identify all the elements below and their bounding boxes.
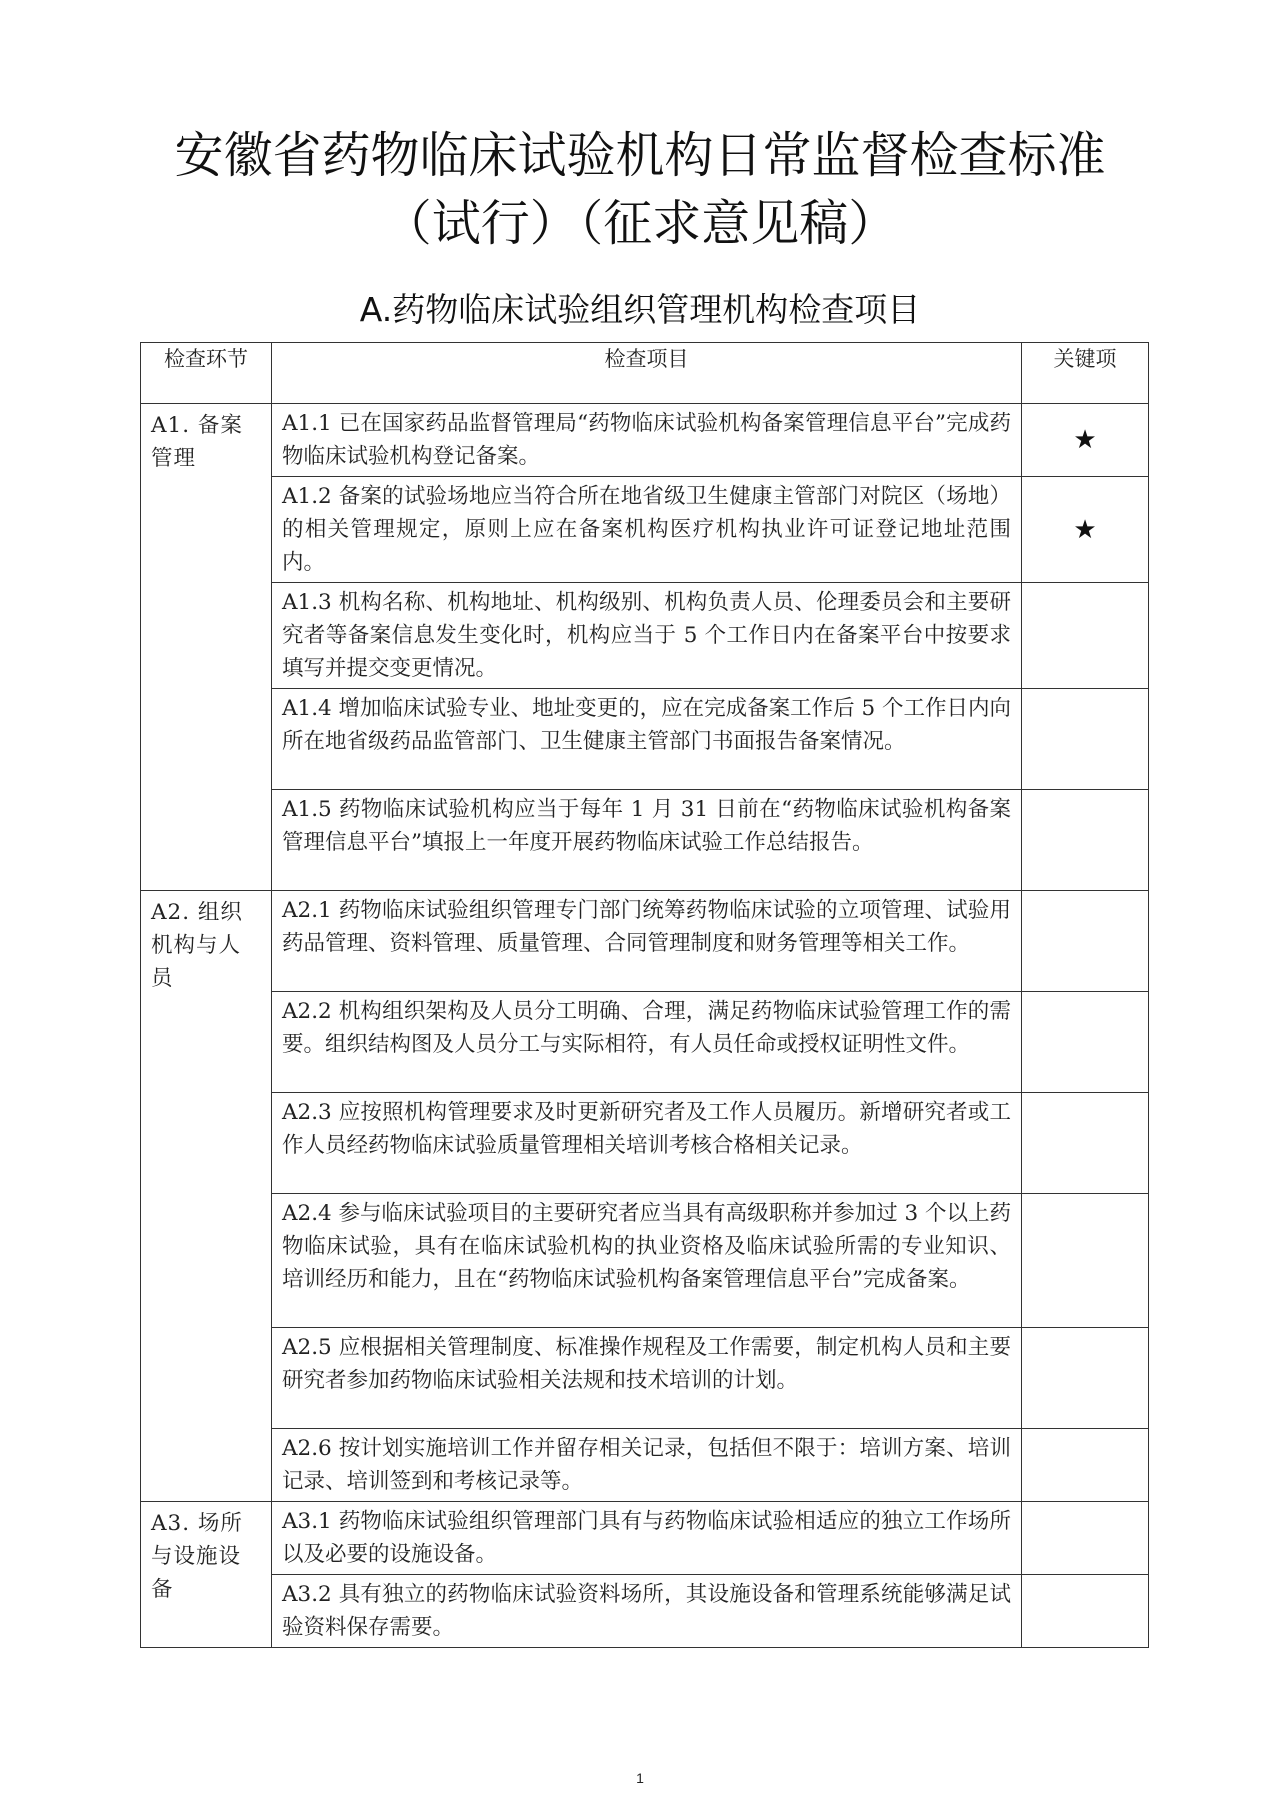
section-title: A.药物临床试验组织管理机构检查项目 (359, 290, 921, 329)
item-a1-2: A1.2 备案的试验场地应当符合所在地省级卫生健康主管部门对院区（场地）的相关管理规定，原则上应在备案机构医疗机构执业许可证登记地址范围内。 (272, 477, 1022, 583)
key-cell-a2-1 (1022, 891, 1149, 992)
page-number: 1 (636, 1770, 644, 1786)
key-cell-a2-5 (1022, 1328, 1149, 1429)
header-key: 关键项 (1022, 343, 1149, 404)
key-cell-a3-1 (1022, 1502, 1149, 1575)
table-row (141, 1429, 1149, 1502)
table-row (141, 404, 1149, 477)
item-a2-3: A2.3 应按照机构管理要求及时更新研究者及工作人员履历。新增研究者或工作人员经药物临床试验质量管理相关培训考核合格相关记录。 (272, 1093, 1022, 1194)
key-cell-a2-2 (1022, 992, 1149, 1093)
table-row (141, 1328, 1149, 1429)
table-row (141, 477, 1149, 583)
item-a1-4: A1.4 增加临床试验专业、地址变更的，应在完成备案工作后 5 个工作日内向所在地省级药品监管部门、卫生健康主管部门书面报告备案情况。 (272, 689, 1022, 790)
table-row (141, 1502, 1149, 1575)
table-header-row (141, 343, 1149, 404)
key-cell-a2-4 (1022, 1194, 1149, 1328)
header-item: 检查项目 (272, 343, 1022, 404)
item-a2-6: A2.6 按计划实施培训工作并留存相关记录，包括但不限于：培训方案、培训记录、培训签到和考核记录等。 (272, 1429, 1022, 1502)
item-a2-1: A2.1 药物临床试验组织管理专门部门统筹药物临床试验的立项管理、试验用药品管理、资料管理、质量管理、合同管理制度和财务管理等相关工作。 (272, 891, 1022, 992)
header-stage: 检查环节 (141, 343, 272, 404)
key-cell-a1-5 (1022, 790, 1149, 891)
item-a2-2: A2.2 机构组织架构及人员分工明确、合理，满足药物临床试验管理工作的需要。组织结构图及人员分工与实际相符，有人员任命或授权证明性文件。 (272, 992, 1022, 1093)
table-row (141, 891, 1149, 992)
key-cell-a1-3 (1022, 583, 1149, 689)
key-cell-a2-3 (1022, 1093, 1149, 1194)
item-a1-5: A1.5 药物临床试验机构应当于每年 1 月 31 日前在“药物临床试验机构备案管理信息平台”填报上一年度开展药物临床试验工作总结报告。 (272, 790, 1022, 891)
inspection-table (140, 342, 1149, 1648)
section-label-a3: A3. 场所与设施设备 (141, 1502, 272, 1648)
key-star-a1-1: ★ (1022, 404, 1149, 477)
item-a3-1: A3.1 药物临床试验组织管理部门具有与药物临床试验相适应的独立工作场所以及必要的设施设备。 (272, 1502, 1022, 1575)
item-a3-2: A3.2 具有独立的药物临床试验资料场所，其设施设备和管理系统能够满足试验资料保存需要。 (272, 1575, 1022, 1648)
table-row (141, 1575, 1149, 1648)
item-a2-5: A2.5 应根据相关管理制度、标准操作规程及工作需要，制定机构人员和主要研究者参加药物临床试验相关法规和技术培训的计划。 (272, 1328, 1022, 1429)
item-a2-4: A2.4 参与临床试验项目的主要研究者应当具有高级职称并参加过 3 个以上药物临床试验，具有在临床试验机构的执业资格及临床试验所需的专业知识、培训经历和能力，且在“药物临床试验机构备案管理信息平台”完成备案。 (272, 1194, 1022, 1328)
key-cell-a2-6 (1022, 1429, 1149, 1502)
table-row (141, 583, 1149, 689)
key-cell-a3-2 (1022, 1575, 1149, 1648)
section-label-a2: A2. 组织机构与人员 (141, 891, 272, 1502)
item-a1-3: A1.3 机构名称、机构地址、机构级别、机构负责人员、伦理委员会和主要研究者等备案信息发生变化时，机构应当于 5 个工作日内在备案平台中按要求填写并提交变更情况。 (272, 583, 1022, 689)
document-title: 安徽省药物临床试验机构日常监督检查标准（试行）（征求意见稿） (174, 127, 1106, 252)
section-label-a1: A1. 备案管理 (141, 404, 272, 891)
table-row (141, 1194, 1149, 1328)
table-row (141, 790, 1149, 891)
table-row (141, 992, 1149, 1093)
item-a1-1: A1.1 已在国家药品监督管理局“药物临床试验机构备案管理信息平台”完成药物临床试验机构登记备案。 (272, 404, 1022, 477)
table-row (141, 1093, 1149, 1194)
table-row (141, 689, 1149, 790)
key-star-a1-2: ★ (1022, 477, 1149, 583)
key-cell-a1-4 (1022, 689, 1149, 790)
